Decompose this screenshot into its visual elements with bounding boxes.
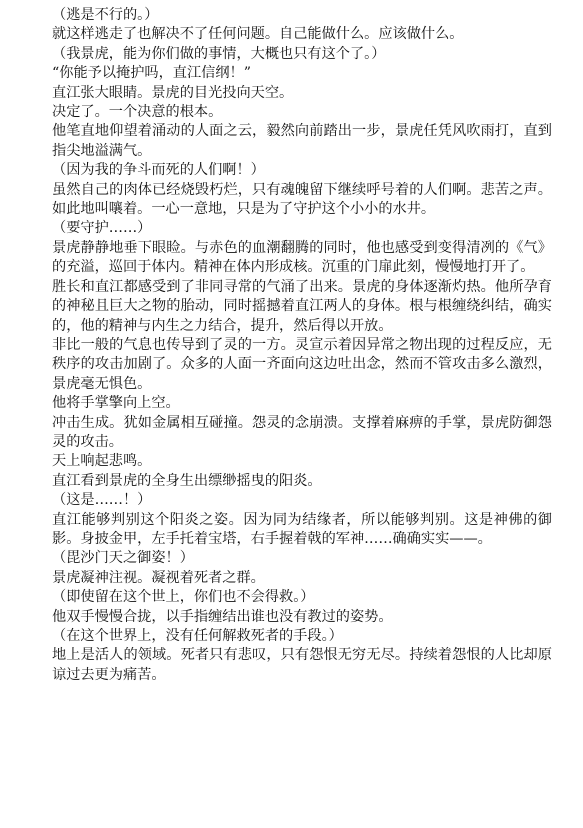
paragraph-2: 就这样逃走了也解决不了任何问题。自己能做什么。应该做什么。	[52, 26, 464, 43]
paragraph-21: 景虎凝神注视。凝视着死者之群。	[52, 569, 265, 586]
paragraph-10: （要守护……）	[52, 220, 152, 237]
paragraph-19: 直江能够判别这个阳炎之姿。因为同为结缘者，所以能够判别。这是神佛的御影。身披金甲，左手托着宝塔，右手握着戟的军神……确确实实——。	[52, 511, 552, 547]
paragraph-24: （在这个世界上，没有任何解救死者的手段。）	[52, 628, 343, 644]
paragraph-14: 他将手掌擎向上空。	[52, 395, 180, 412]
paragraph-12: 胜长和直江都感受到了非同寻常的气涌了出来。景虎的身体逐渐灼热。他所孕育的神秘且巨大之物的胎动，同时摇撼着直江两人的身体。根与根缠绕纠结，确实的，他的精神与内生之力结合，提升，然后得以开放。	[52, 278, 552, 334]
paragraph-20: （毘沙门天之御姿！）	[52, 550, 194, 567]
paragraph-16: 天上响起悲鸣。	[52, 453, 152, 470]
paragraph-7: 他笔直地仰望着涌动的人面之云，毅然向前踏出一步，景虎任凭风吹雨打，直到指尖地溢满气。	[52, 123, 552, 159]
paragraph-6: 决定了。一个决意的根本。	[52, 104, 223, 121]
paragraph-17: 直江看到景虎的全身生出缥缈摇曳的阳炎。	[52, 472, 322, 489]
paragraph-11: 景虎静静地垂下眼睑。与赤色的血潮翻腾的同时，他也感受到变得清冽的《气》的充溢，巡回于体内。精神在体内形成核。沉重的门扉此刻，慢慢地打开了。	[52, 239, 552, 276]
paragraph-18: （这是……！）	[52, 492, 152, 509]
paragraph-8: （因为我的争斗而死的人们啊！）	[52, 162, 265, 179]
paragraph-13: 非比一般的气息也传导到了灵的一方。灵宣示着因异常之物出现的过程反应，无秩序的攻击加剧了。众多的人面一齐面向这边吐出念，然而不管攻击多么激烈，景虎毫无惧色。	[52, 336, 552, 392]
document-page	[52, 6, 552, 685]
paragraph-5: 直江张大眼睛。景虎的目光投向天空。	[52, 84, 294, 101]
paragraph-23: 他双手慢慢合拢，以手指缠结出谁也没有教过的姿势。	[52, 608, 393, 625]
paragraph-22: （即使留在这个世上，你们也不会得救。）	[52, 589, 315, 606]
paragraph-1: （逃是不行的。）	[52, 7, 159, 23]
paragraph-3: （我景虎，能为你们做的事情，大概也只有这个了。）	[52, 45, 386, 62]
paragraph-15: 冲击生成。犹如金属相互碰撞。怨灵的念崩溃。支撑着麻痹的手掌，景虎防御怨灵的攻击。	[52, 414, 552, 450]
paragraph-25: 地上是活人的领域。死者只有悲叹，只有怨恨无穷无尽。持续着怨恨的人比却原谅过去更为痛苦。	[52, 647, 552, 683]
paragraph-4: “你能予以掩护吗，直江信纲！”	[52, 65, 251, 82]
paragraph-9: 虽然自己的肉体已经烧毁朽烂，只有魂魄留下继续呼号着的人们啊。悲苦之声。如此地叫嚷着。一心一意地，只是为了守护这个小小的水井。	[52, 181, 552, 218]
